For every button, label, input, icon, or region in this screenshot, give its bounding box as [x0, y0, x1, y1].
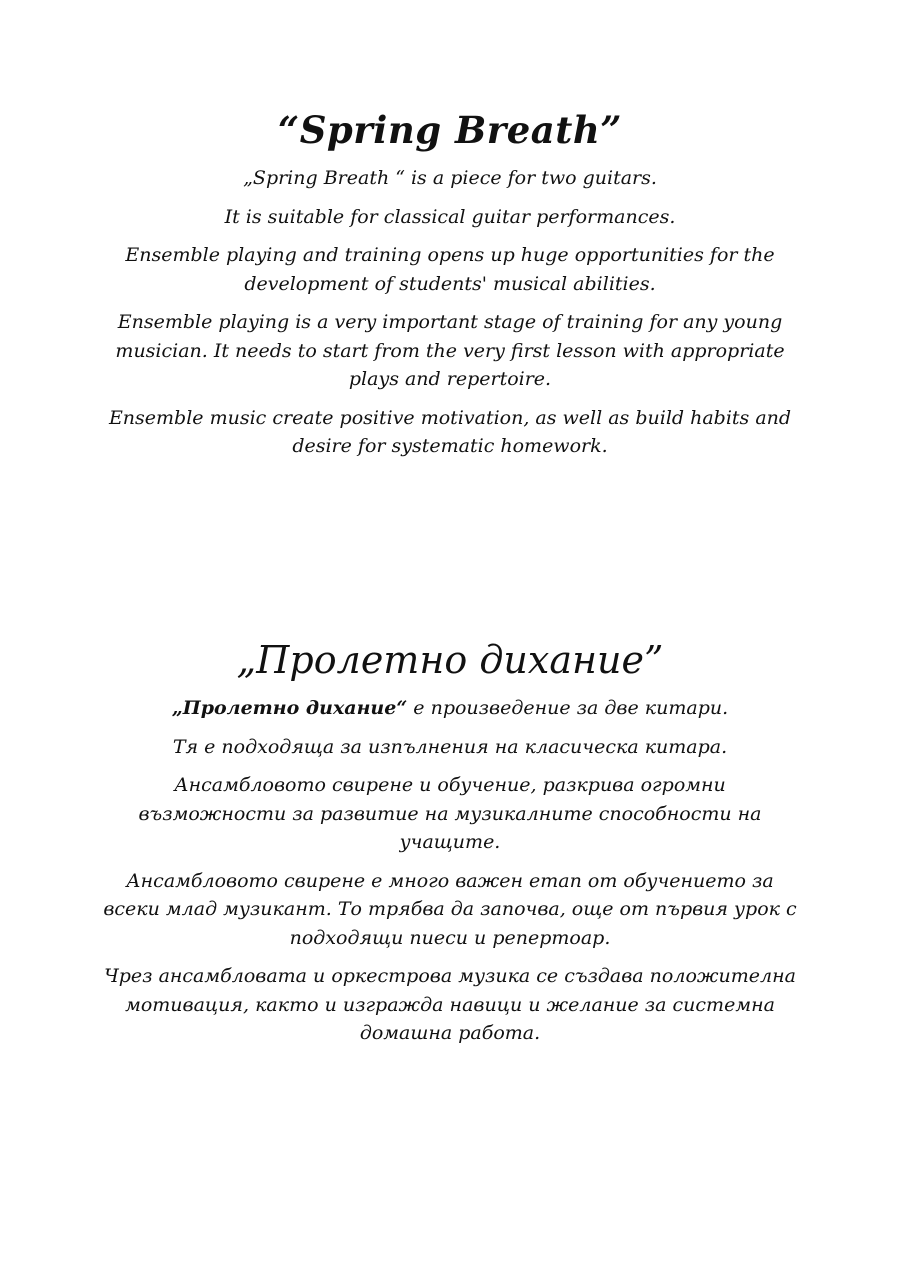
bulgarian-title: „Пролетно дихание”	[236, 638, 664, 682]
bulgarian-paragraph-5: Чрез ансамбловата и оркестрова музика се създава положителна мотивация, както и изгражда навици и желание за системна домашна работа.	[104, 965, 796, 1044]
english-paragraph-3: Ensemble playing and training opens up huge opportunities for the development of students' musical abilities.	[125, 244, 775, 295]
english-paragraph-4: Ensemble playing is a very important stage of training for any young musician. It needs to start from the very first lesson with appropriate plays and repertoire.	[115, 311, 785, 390]
bulgarian-paragraph-4: Ансамбловото свирене е много важен етап от обучението за всеки млад музикант. То трябва да започва, още от първия урок с подходящи пиеси и репертоар.	[103, 869, 797, 949]
bulgarian-paragraph-3: Ансамбловото свирене и обучение, разкрива огромни възможности за развитие на музикалните способности на учащите.	[138, 774, 762, 853]
english-paragraph-5: Ensemble music create positive motivation, as well as build habits and desire for systematic homework.	[108, 406, 792, 457]
bulgarian-paragraph-1	[100, 694, 800, 723]
bulgarian-paragraph-2: Тя е подходяща за изпълнения на класическа китара.	[172, 735, 728, 758]
bulgarian-section	[100, 634, 800, 1058]
bulgarian-lead-bold: „Пролетно дихание“	[171, 697, 408, 719]
english-paragraph-2: It is suitable for classical guitar performances.	[224, 205, 676, 228]
english-title: “Spring Breath”	[277, 108, 623, 152]
english-paragraph-1: „Spring Breath “ is a piece for two guitars.	[243, 167, 657, 189]
bulgarian-lead-rest: е произведение за две китари.	[407, 697, 729, 719]
english-section	[100, 104, 800, 471]
